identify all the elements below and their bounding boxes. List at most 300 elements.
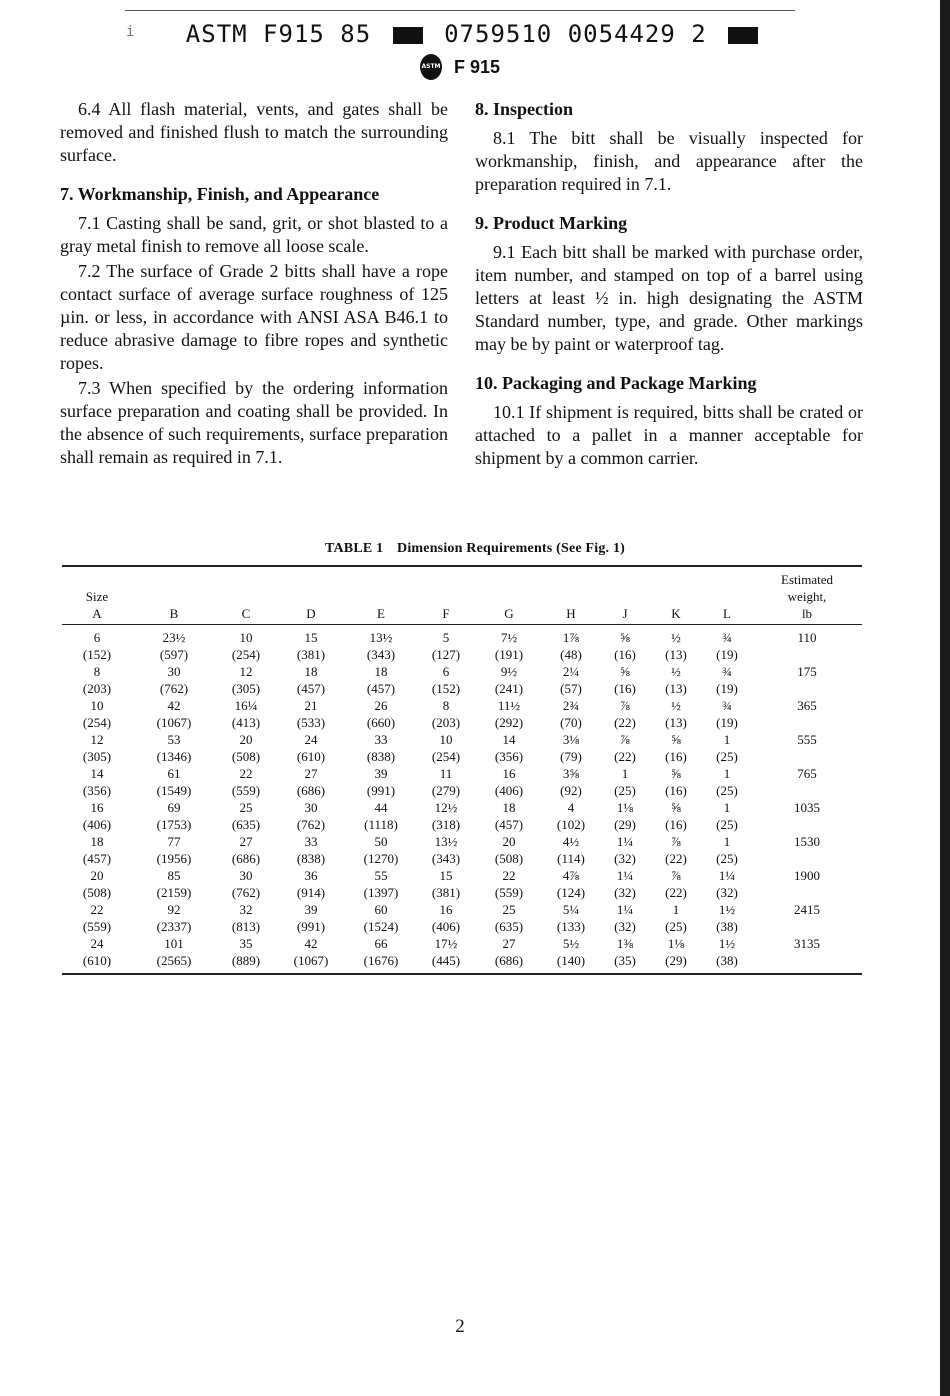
table-cell: (48): [560, 647, 582, 662]
table-cell: ⅝: [620, 630, 630, 645]
table-cell: (254): [82, 715, 112, 730]
table-header-row: [62, 566, 862, 625]
column-header: H: [566, 606, 576, 621]
table-cell: ¾: [722, 630, 732, 645]
table-cell: (32): [614, 851, 636, 866]
table-cell: (140): [556, 953, 586, 968]
table-caption-title: Dimension Requirements (See Fig. 1): [397, 541, 626, 556]
table-cell: 53: [167, 732, 181, 747]
table-cell: (343): [366, 647, 396, 662]
table-cell: (1270): [363, 851, 399, 866]
table-cell: (241): [494, 681, 524, 696]
table-cell: 25: [502, 902, 516, 917]
table-cell: 1: [723, 766, 731, 781]
column-header: F: [442, 606, 450, 621]
table-row: [62, 884, 862, 901]
table-cell: 11½: [497, 698, 521, 713]
table-cell: 1⅜: [616, 936, 634, 951]
table-cell: (381): [296, 647, 326, 662]
table-cell: (22): [614, 749, 636, 764]
table-cell: 4: [567, 800, 575, 815]
table-row: [62, 697, 862, 714]
column-header: Size A: [85, 589, 109, 621]
table-cell: 1530: [794, 834, 820, 849]
table-cell: (29): [665, 953, 687, 968]
table-cell: 14: [502, 732, 516, 747]
table-cell: (13): [665, 715, 687, 730]
table-cell: (254): [431, 749, 461, 764]
table-row: [62, 714, 862, 731]
table-cell: (838): [296, 851, 326, 866]
table-cell: 2415: [794, 902, 820, 917]
table-cell: 39: [374, 766, 388, 781]
table-cell: ½: [671, 698, 681, 713]
table-cell: (13): [665, 681, 687, 696]
section-heading: 8. Inspection: [475, 99, 574, 119]
table-cell: (635): [231, 817, 261, 832]
table-cell: 16¼: [234, 698, 258, 713]
table-row: [62, 935, 862, 952]
table-cell: (406): [431, 919, 461, 934]
table-cell: (508): [231, 749, 261, 764]
table-cell: (991): [366, 783, 396, 798]
table-cell: ⅝: [671, 732, 681, 747]
table-cell: 27: [304, 766, 318, 781]
table-cell: (508): [494, 851, 524, 866]
table-cell: 1: [621, 766, 629, 781]
table-cell: (559): [494, 885, 524, 900]
table-cell: (16): [665, 749, 687, 764]
table-cell: (29): [614, 817, 636, 832]
table-cell: (413): [231, 715, 261, 730]
table-cell: (70): [560, 715, 582, 730]
table-cell: (406): [494, 783, 524, 798]
table-cell: (124): [556, 885, 586, 900]
table-cell: (610): [296, 749, 326, 764]
table-cell: (457): [366, 681, 396, 696]
table-cell: 30: [239, 868, 253, 883]
table-cell: [752, 646, 862, 663]
table-cell: (25): [665, 919, 687, 934]
doc-id-mid: 0759510 0054429 2: [444, 20, 707, 48]
table-cell: 35: [239, 936, 253, 951]
table-cell: (762): [159, 681, 189, 696]
table-cell: 55: [374, 868, 388, 883]
table-cell: (559): [82, 919, 112, 934]
column-header: L: [723, 606, 731, 621]
table-cell: 1⅞: [562, 630, 580, 645]
column-header: G: [504, 606, 514, 621]
scan-border: [940, 0, 950, 1396]
column-header: J: [622, 606, 628, 621]
table-cell: (508): [82, 885, 112, 900]
table-cell: 16: [90, 800, 104, 815]
table-cell: (343): [431, 851, 461, 866]
table-cell: 44: [374, 800, 388, 815]
table-cell: 22: [239, 766, 253, 781]
table-cell: 6: [93, 630, 101, 645]
table-cell: 24: [90, 936, 104, 951]
table-cell: (16): [665, 783, 687, 798]
table-cell: (254): [231, 647, 261, 662]
table-cell: 11: [439, 766, 453, 781]
table-cell: (22): [665, 885, 687, 900]
table-row: [62, 901, 862, 918]
table-cell: (457): [296, 681, 326, 696]
table-cell: (25): [614, 783, 636, 798]
doc-id-left: ASTM F915 85: [185, 20, 372, 48]
paragraph: 9.1 Each bitt shall be marked with purchase order, item number, and stamped on top of a barrel using letters at least ½ in. high designating the ASTM Standard number, type, and grade. Other markings may be by paint or waterproof tag.: [475, 242, 863, 354]
table-cell: ¾: [722, 664, 732, 679]
table-cell: (79): [560, 749, 582, 764]
table-cell: (686): [494, 953, 524, 968]
table-cell: (25): [716, 817, 738, 832]
table-cell: 175: [797, 664, 817, 679]
table-cell: 3⅝: [562, 766, 580, 781]
table-cell: 16: [502, 766, 516, 781]
table-row: [62, 952, 862, 974]
table-cell: ⅝: [620, 664, 630, 679]
table-cell: (1956): [156, 851, 192, 866]
table-cell: 33: [304, 834, 318, 849]
table-cell: (533): [296, 715, 326, 730]
table-row: [62, 625, 862, 647]
table-cell: 6: [442, 664, 450, 679]
table-cell: 33: [374, 732, 388, 747]
table-cell: [752, 714, 862, 731]
table-cell: 77: [167, 834, 181, 849]
table-cell: 26: [374, 698, 388, 713]
table-cell: 365: [797, 698, 817, 713]
table-body: [62, 625, 862, 975]
table-cell: 13½: [434, 834, 458, 849]
paragraph: 10.1 If shipment is required, bitts shall be crated or attached to a pallet in a manner acceptable for shipment by a common carrier.: [475, 402, 863, 468]
table-cell: 1¼: [616, 834, 634, 849]
table-cell: [752, 918, 862, 935]
table-cell: (203): [82, 681, 112, 696]
table-cell: (25): [716, 749, 738, 764]
astm-logo-icon: ASTM: [420, 54, 442, 80]
right-column: [475, 98, 863, 472]
table-cell: (152): [431, 681, 461, 696]
paragraph: 7.3 When specified by the ordering information surface preparation and coating shall be provided. In the absence of such requirements, surface preparation shall remain as required in 7.1.: [60, 378, 448, 467]
table-cell: 8: [93, 664, 101, 679]
table-cell: ½: [671, 664, 681, 679]
table-row: [62, 731, 862, 748]
table-cell: 7½: [500, 630, 518, 645]
table-cell: (25): [716, 783, 738, 798]
column-header: K: [671, 606, 681, 621]
table-cell: 1: [723, 732, 731, 747]
column-header: B: [169, 606, 179, 621]
table-cell: 15: [304, 630, 318, 645]
table-cell: 14: [90, 766, 104, 781]
paragraph: 7.1 Casting shall be sand, grit, or shot blasted to a gray metal finish to remove all loose scale.: [60, 213, 448, 256]
table-row: [62, 680, 862, 697]
table-cell: 555: [797, 732, 817, 747]
table-cell: (356): [494, 749, 524, 764]
table-cell: (1067): [156, 715, 192, 730]
table-cell: (102): [556, 817, 586, 832]
header-rule: [125, 10, 795, 11]
table-cell: (356): [82, 783, 112, 798]
table-cell: (2565): [156, 953, 192, 968]
table-cell: 5: [442, 630, 450, 645]
redaction-block-icon: [393, 27, 423, 44]
table-cell: (16): [665, 817, 687, 832]
table-cell: 12½: [434, 800, 458, 815]
table-cell: [752, 782, 862, 799]
table-cell: 765: [797, 766, 817, 781]
table-cell: 1⅛: [667, 936, 685, 951]
table-cell: 18: [502, 800, 516, 815]
table-cell: (381): [431, 885, 461, 900]
table-cell: (152): [82, 647, 112, 662]
table-cell: (203): [431, 715, 461, 730]
table-cell: 4½: [562, 834, 580, 849]
table-row: [62, 799, 862, 816]
table-cell: 66: [374, 936, 388, 951]
table-cell: 22: [90, 902, 104, 917]
column-header: C: [241, 606, 251, 621]
table-cell: (19): [716, 681, 738, 696]
table-cell: 3135: [794, 936, 820, 951]
table-cell: 20: [502, 834, 516, 849]
paragraph: 8.1 The bitt shall be visually inspected for workmanship, finish, and appearance after the preparation required in 7.1.: [475, 128, 863, 194]
table-row: [62, 850, 862, 867]
table-cell: 24: [304, 732, 318, 747]
table-cell: (16): [614, 647, 636, 662]
table-cell: (127): [431, 647, 461, 662]
table-cell: 50: [374, 834, 388, 849]
table-cell: (38): [716, 919, 738, 934]
table-cell: 1900: [794, 868, 820, 883]
table-cell: 1035: [794, 800, 820, 815]
table-cell: 12: [239, 664, 253, 679]
paragraph: 7.2 The surface of Grade 2 bitts shall have a rope contact surface of average surface roughness of 125 µin. or less, in accordance with ANSI ASA B46.1 to reduce abrasive damage to fibre ropes and synthetic ropes.: [60, 261, 448, 373]
table-row: [62, 816, 862, 833]
table-cell: ⅞: [620, 732, 630, 747]
table-cell: 10: [439, 732, 453, 747]
table-cell: (660): [366, 715, 396, 730]
table-cell: (813): [231, 919, 261, 934]
table-cell: 110: [797, 630, 817, 645]
table-cell: 18: [304, 664, 318, 679]
table-cell: 16: [439, 902, 453, 917]
table-cell: (19): [716, 715, 738, 730]
section-gap: [475, 198, 863, 212]
table-cell: 1⅛: [616, 800, 634, 815]
table-cell: 30: [167, 664, 181, 679]
column-header: D: [306, 606, 316, 621]
table-cell: 1½: [718, 902, 736, 917]
table-cell: ⅞: [620, 698, 630, 713]
table-cell: (1753): [156, 817, 192, 832]
table-cell: (13): [665, 647, 687, 662]
dimension-table: [62, 565, 862, 975]
table-cell: [752, 850, 862, 867]
table-cell: 60: [374, 902, 388, 917]
table-cell: (991): [296, 919, 326, 934]
table-cell: (2337): [156, 919, 192, 934]
table-cell: 1: [672, 902, 680, 917]
table-cell: (16): [614, 681, 636, 696]
table-cell: 27: [239, 834, 253, 849]
table-cell: 21: [304, 698, 318, 713]
table-row: [62, 918, 862, 935]
table-cell: ⅝: [671, 766, 681, 781]
table-cell: 5¼: [562, 902, 580, 917]
table-cell: 92: [167, 902, 181, 917]
table-row: [62, 663, 862, 680]
table-cell: 2¾: [562, 698, 580, 713]
table-cell: 10: [239, 630, 253, 645]
table-cell: (32): [614, 919, 636, 934]
table-cell: (22): [614, 715, 636, 730]
table-cell: (22): [665, 851, 687, 866]
table-cell: 85: [167, 868, 181, 883]
section-gap: [60, 169, 448, 183]
column-header: E: [377, 606, 385, 621]
table-cell: (114): [557, 851, 585, 866]
table-cell: ⅞: [671, 834, 681, 849]
table-cell: (762): [231, 885, 261, 900]
table-cell: 1½: [718, 936, 736, 951]
redaction-block-icon: [728, 27, 758, 44]
section-heading: 10. Packaging and Package Marking: [475, 373, 757, 393]
table-cell: 101: [164, 936, 184, 951]
table-cell: (457): [494, 817, 524, 832]
table-cell: 36: [304, 868, 318, 883]
table-cell: (19): [716, 647, 738, 662]
document-id-header: [0, 20, 950, 48]
table-cell: (305): [82, 749, 112, 764]
table-cell: 5½: [562, 936, 580, 951]
table-cell: (1524): [363, 919, 399, 934]
table-cell: (35): [614, 953, 636, 968]
table-cell: (406): [82, 817, 112, 832]
table-cell: 12: [90, 732, 104, 747]
table-cell: ⅝: [671, 800, 681, 815]
table-cell: (292): [494, 715, 524, 730]
table-cell: (597): [159, 647, 189, 662]
table-cell: (2159): [156, 885, 192, 900]
section-heading: 9. Product Marking: [475, 213, 628, 233]
table-cell: (191): [494, 647, 524, 662]
page-number: 2: [455, 1316, 465, 1337]
table-cell: [752, 680, 862, 697]
table-row: [62, 782, 862, 799]
table-cell: 23½: [162, 630, 186, 645]
table-cell: (635): [494, 919, 524, 934]
table-cell: (686): [231, 851, 261, 866]
table-cell: 1¼: [616, 902, 634, 917]
table-cell: 20: [90, 868, 104, 883]
table-cell: 69: [167, 800, 181, 815]
designation: F 915: [454, 56, 501, 77]
table-cell: [752, 952, 862, 974]
table-cell: 18: [90, 834, 104, 849]
table-cell: (305): [231, 681, 261, 696]
table-cell: (1346): [156, 749, 192, 764]
table-cell: (1067): [293, 953, 329, 968]
table-cell: 1: [723, 800, 731, 815]
table-cell: [752, 748, 862, 765]
table-cell: (838): [366, 749, 396, 764]
table-cell: (38): [716, 953, 738, 968]
table-cell: 2¼: [562, 664, 580, 679]
table-cell: 22: [502, 868, 516, 883]
table-cell: 42: [304, 936, 318, 951]
table-cell: (889): [231, 953, 261, 968]
table-cell: [752, 884, 862, 901]
table-cell: (1676): [363, 953, 399, 968]
table-cell: (57): [560, 681, 582, 696]
table-cell: 1¼: [718, 868, 736, 883]
standard-designation: [420, 54, 500, 80]
table-cell: (1397): [363, 885, 399, 900]
table-cell: 27: [502, 936, 516, 951]
table-caption: [0, 541, 950, 557]
table-cell: 4⅞: [562, 868, 580, 883]
table-cell: ¾: [722, 698, 732, 713]
table-cell: (279): [431, 783, 461, 798]
table-cell: 32: [239, 902, 253, 917]
table-cell: (318): [431, 817, 461, 832]
table-cell: 17½: [434, 936, 458, 951]
paragraph: 6.4 All flash material, vents, and gates shall be removed and finished flush to match the surrounding surface.: [60, 99, 448, 165]
table-caption-label: TABLE 1: [324, 541, 384, 556]
left-column: [60, 98, 448, 471]
table-cell: 13½: [369, 630, 393, 645]
section-heading: 7. Workmanship, Finish, and Appearance: [60, 184, 380, 204]
table-cell: 25: [239, 800, 253, 815]
table-cell: 42: [167, 698, 181, 713]
table-row: [62, 748, 862, 765]
table-cell: ½: [671, 630, 681, 645]
table-cell: [752, 816, 862, 833]
table-cell: (1118): [364, 817, 398, 832]
table-cell: 18: [374, 664, 388, 679]
scan-mark: i: [126, 24, 136, 40]
table-cell: (32): [614, 885, 636, 900]
table-cell: (610): [82, 953, 112, 968]
table-cell: (457): [82, 851, 112, 866]
table-row: [62, 833, 862, 850]
table-cell: 20: [239, 732, 253, 747]
table-cell: (25): [716, 851, 738, 866]
table-row: [62, 867, 862, 884]
table-cell: 3⅛: [562, 732, 580, 747]
table-cell: (445): [431, 953, 461, 968]
section-gap: [475, 358, 863, 372]
table-cell: 30: [304, 800, 318, 815]
table-cell: (559): [231, 783, 261, 798]
table-cell: (92): [560, 783, 582, 798]
table-cell: 15: [439, 868, 453, 883]
table-cell: 61: [167, 766, 181, 781]
table-cell: 39: [304, 902, 318, 917]
table-cell: 1: [723, 834, 731, 849]
column-header: Estimated weight, lb: [781, 572, 833, 621]
table-cell: (1549): [156, 783, 192, 798]
table-row: [62, 646, 862, 663]
table-cell: 1¼: [616, 868, 634, 883]
table-cell: 8: [442, 698, 450, 713]
table-cell: (133): [556, 919, 586, 934]
table-cell: (762): [296, 817, 326, 832]
table-cell: 10: [90, 698, 104, 713]
